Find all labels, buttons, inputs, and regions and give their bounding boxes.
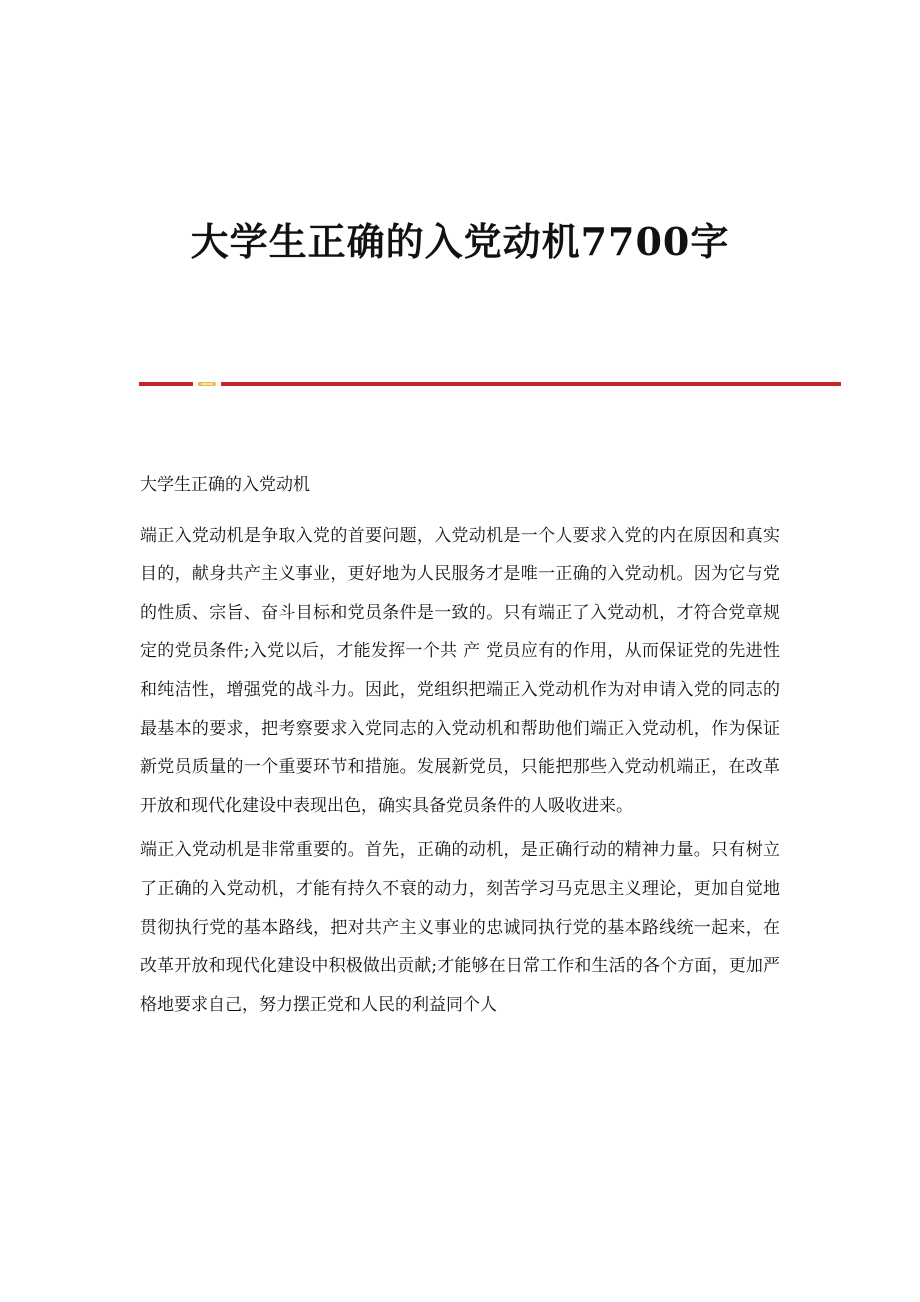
section-subtitle: 大学生正确的入党动机 bbox=[140, 475, 310, 495]
divider-line-left bbox=[139, 382, 193, 386]
document-body bbox=[140, 466, 780, 1030]
title-divider bbox=[139, 380, 841, 388]
divider-line-right bbox=[221, 382, 841, 386]
document-title: 大学生正确的入党动机7700字 bbox=[190, 219, 730, 264]
paragraph-1: 端正入党动机是争取入党的首要问题，入党动机是一个人要求入党的内在原因和真实目的，献身共产主义事业，更好地为人民服务才是唯一正确的入党动机。因为它与党的性质、宗旨、奋斗目标和党员条件是一致的。只有端正了入党动机，才符合党章规定的党员条件;入党以后，才能发挥一个共 产 党员应有的作用，从而保证党的先进性和纯洁性，增强党的战斗力。因此，党组织把端正入党动机作为对申请入党的同志的最基本的要求，把考察要求入党同志的入党动机和帮助他们端正入党动机，作为保证新党员质量的一个重要环节和措施。发展新党员，只能把那些入党动机端正，在改革开放和现代化建设中表现出色，确实具备党员条件的人吸收进来。 bbox=[140, 525, 780, 816]
paragraph-2: 端正入党动机是非常重要的。首先，正确的动机，是正确行动的精神力量。只有树立了正确的入党动机，才能有持久不衰的动力，刻苦学习马克思主义理论，更加自觉地贯彻执行党的基本路线，把对共产主义事业的忠诚同执行党的基本路线统一起来，在改革开放和现代化建设中积极做出贡献;才能够在日常工作和生活的各个方面，更加严格地要求自己，努力摆正党和人民的利益同个人 bbox=[140, 840, 780, 1015]
divider-ornament-icon bbox=[197, 380, 217, 388]
